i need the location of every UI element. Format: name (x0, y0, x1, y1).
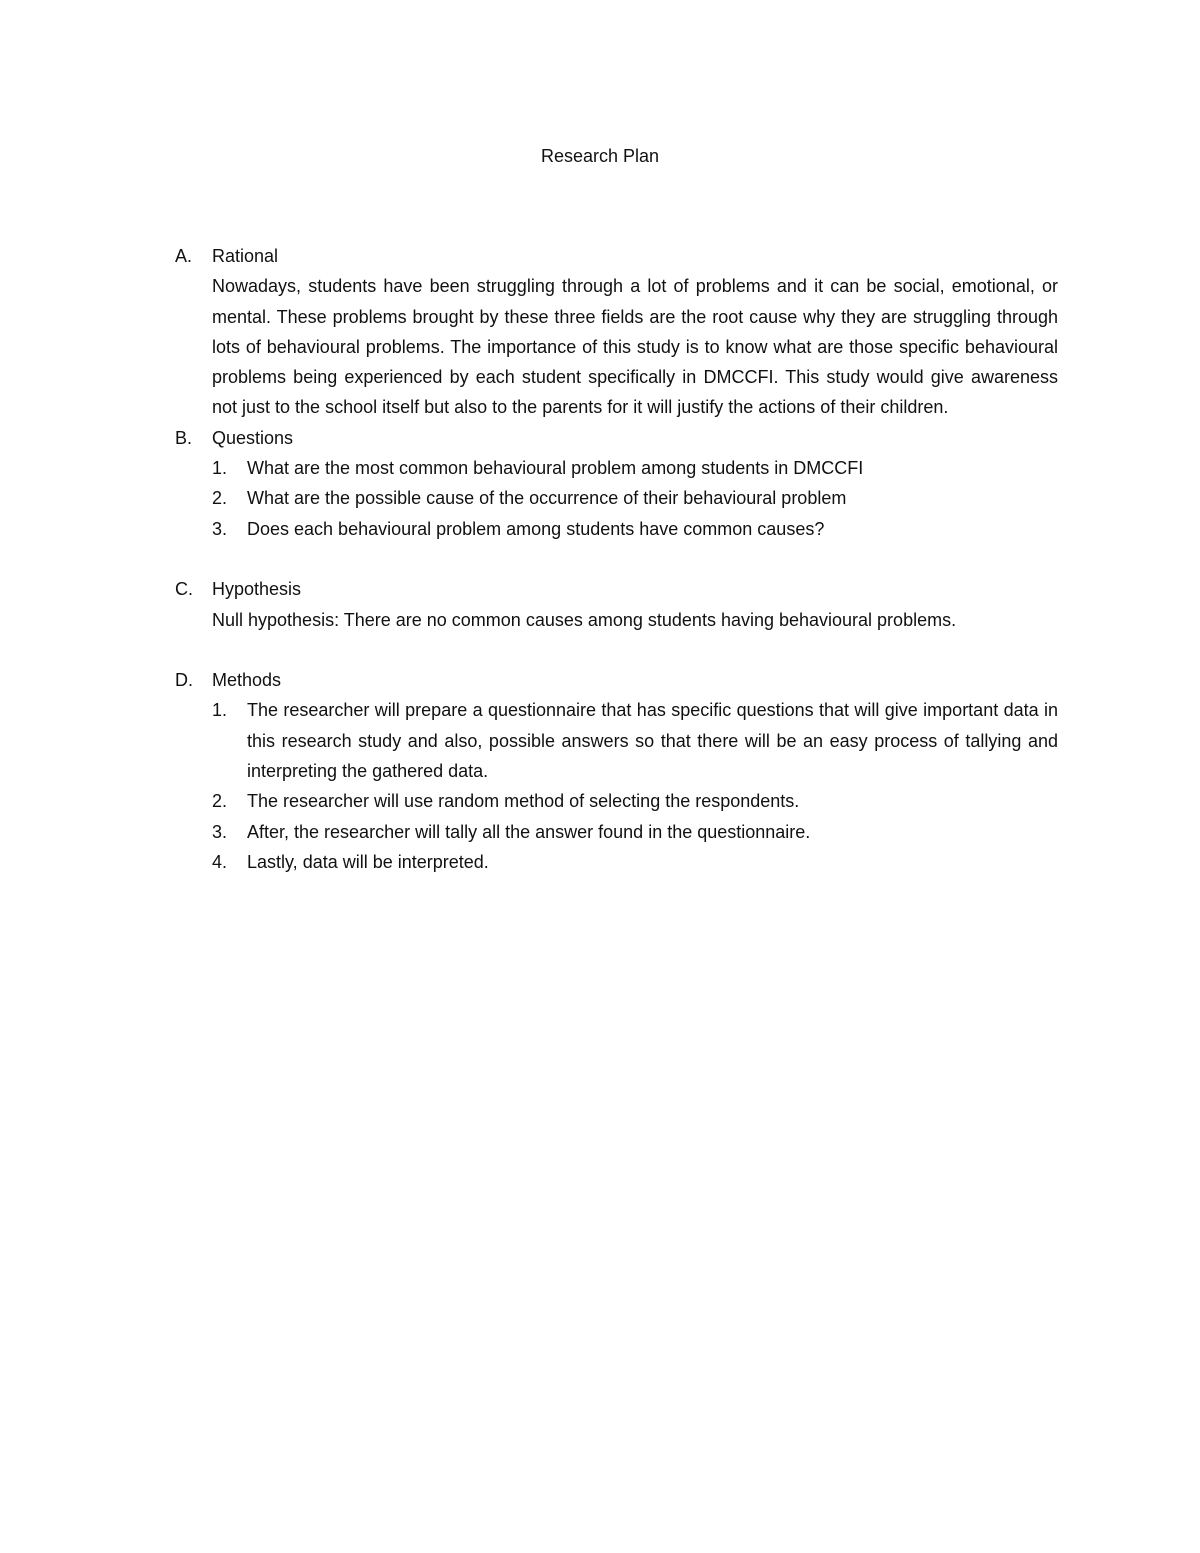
section-heading: Rational (212, 246, 279, 266)
section-paragraph: Null hypothesis: There are no common causes among students having behavioural problems. (212, 609, 957, 630)
spacer (175, 635, 1058, 665)
section-heading: Methods (212, 670, 282, 691)
section-marker: A. (175, 246, 193, 266)
list-item (212, 453, 1058, 483)
list-item-number: 2. (212, 791, 228, 812)
section-paragraph: Nowadays, students have been struggling through a lot of problems and it can be social, emotional, or mental. These problems brought by these three fields are the root cause why they are struggling through lots of behavioural problems. The importance of this study is to know what are those specific behavioural problems being experienced by each student specifically in DMCCFI. This study would give awareness not just to the school itself but also to the parents for it will justify the actions of their children. (212, 276, 1058, 418)
section-marker: D. (175, 670, 193, 691)
list-item-text: After, the researcher will tally all the answer found in the questionnaire. (247, 821, 811, 842)
list-item-number: 1. (212, 700, 228, 721)
section-questions (175, 423, 1058, 544)
questions-list (212, 453, 1058, 544)
list-item-text: What are the possible cause of the occurrence of their behavioural problem (247, 488, 847, 509)
list-item (212, 786, 1058, 816)
section-heading: Questions (212, 427, 294, 448)
spacer (175, 544, 1058, 574)
page-title: Research Plan (540, 146, 660, 166)
list-item-text: The researcher will use random method of selecting the respondents. (247, 791, 800, 812)
list-item (212, 695, 1058, 786)
section-marker: C. (175, 579, 193, 600)
list-item-number: 3. (212, 518, 228, 539)
list-item-number: 3. (212, 821, 228, 842)
list-item-text: Does each behavioural problem among students have common causes? (247, 518, 825, 539)
list-item-text: What are the most common behavioural problem among students in DMCCFI (247, 458, 864, 479)
methods-list (212, 695, 1058, 877)
list-item (212, 483, 1058, 513)
list-item-text: The researcher will prepare a questionnaire that has specific questions that will give important data in this research study and also, possible answers so that there will be an easy process of tallying and interpreting the gathered data. (247, 700, 1058, 782)
section-methods (175, 665, 1058, 877)
list-item-number: 1. (212, 458, 228, 479)
section-rational (175, 241, 1058, 423)
section-heading: Hypothesis (212, 579, 302, 600)
list-item (212, 514, 1058, 544)
section-hypothesis (175, 574, 1058, 635)
list-item-number: 2. (212, 488, 228, 509)
list-item (212, 847, 1058, 877)
section-marker: B. (175, 427, 193, 448)
list-item-text: Lastly, data will be interpreted. (247, 851, 489, 872)
document-body (175, 241, 1058, 877)
list-item-number: 4. (212, 851, 228, 872)
list-item (212, 817, 1058, 847)
